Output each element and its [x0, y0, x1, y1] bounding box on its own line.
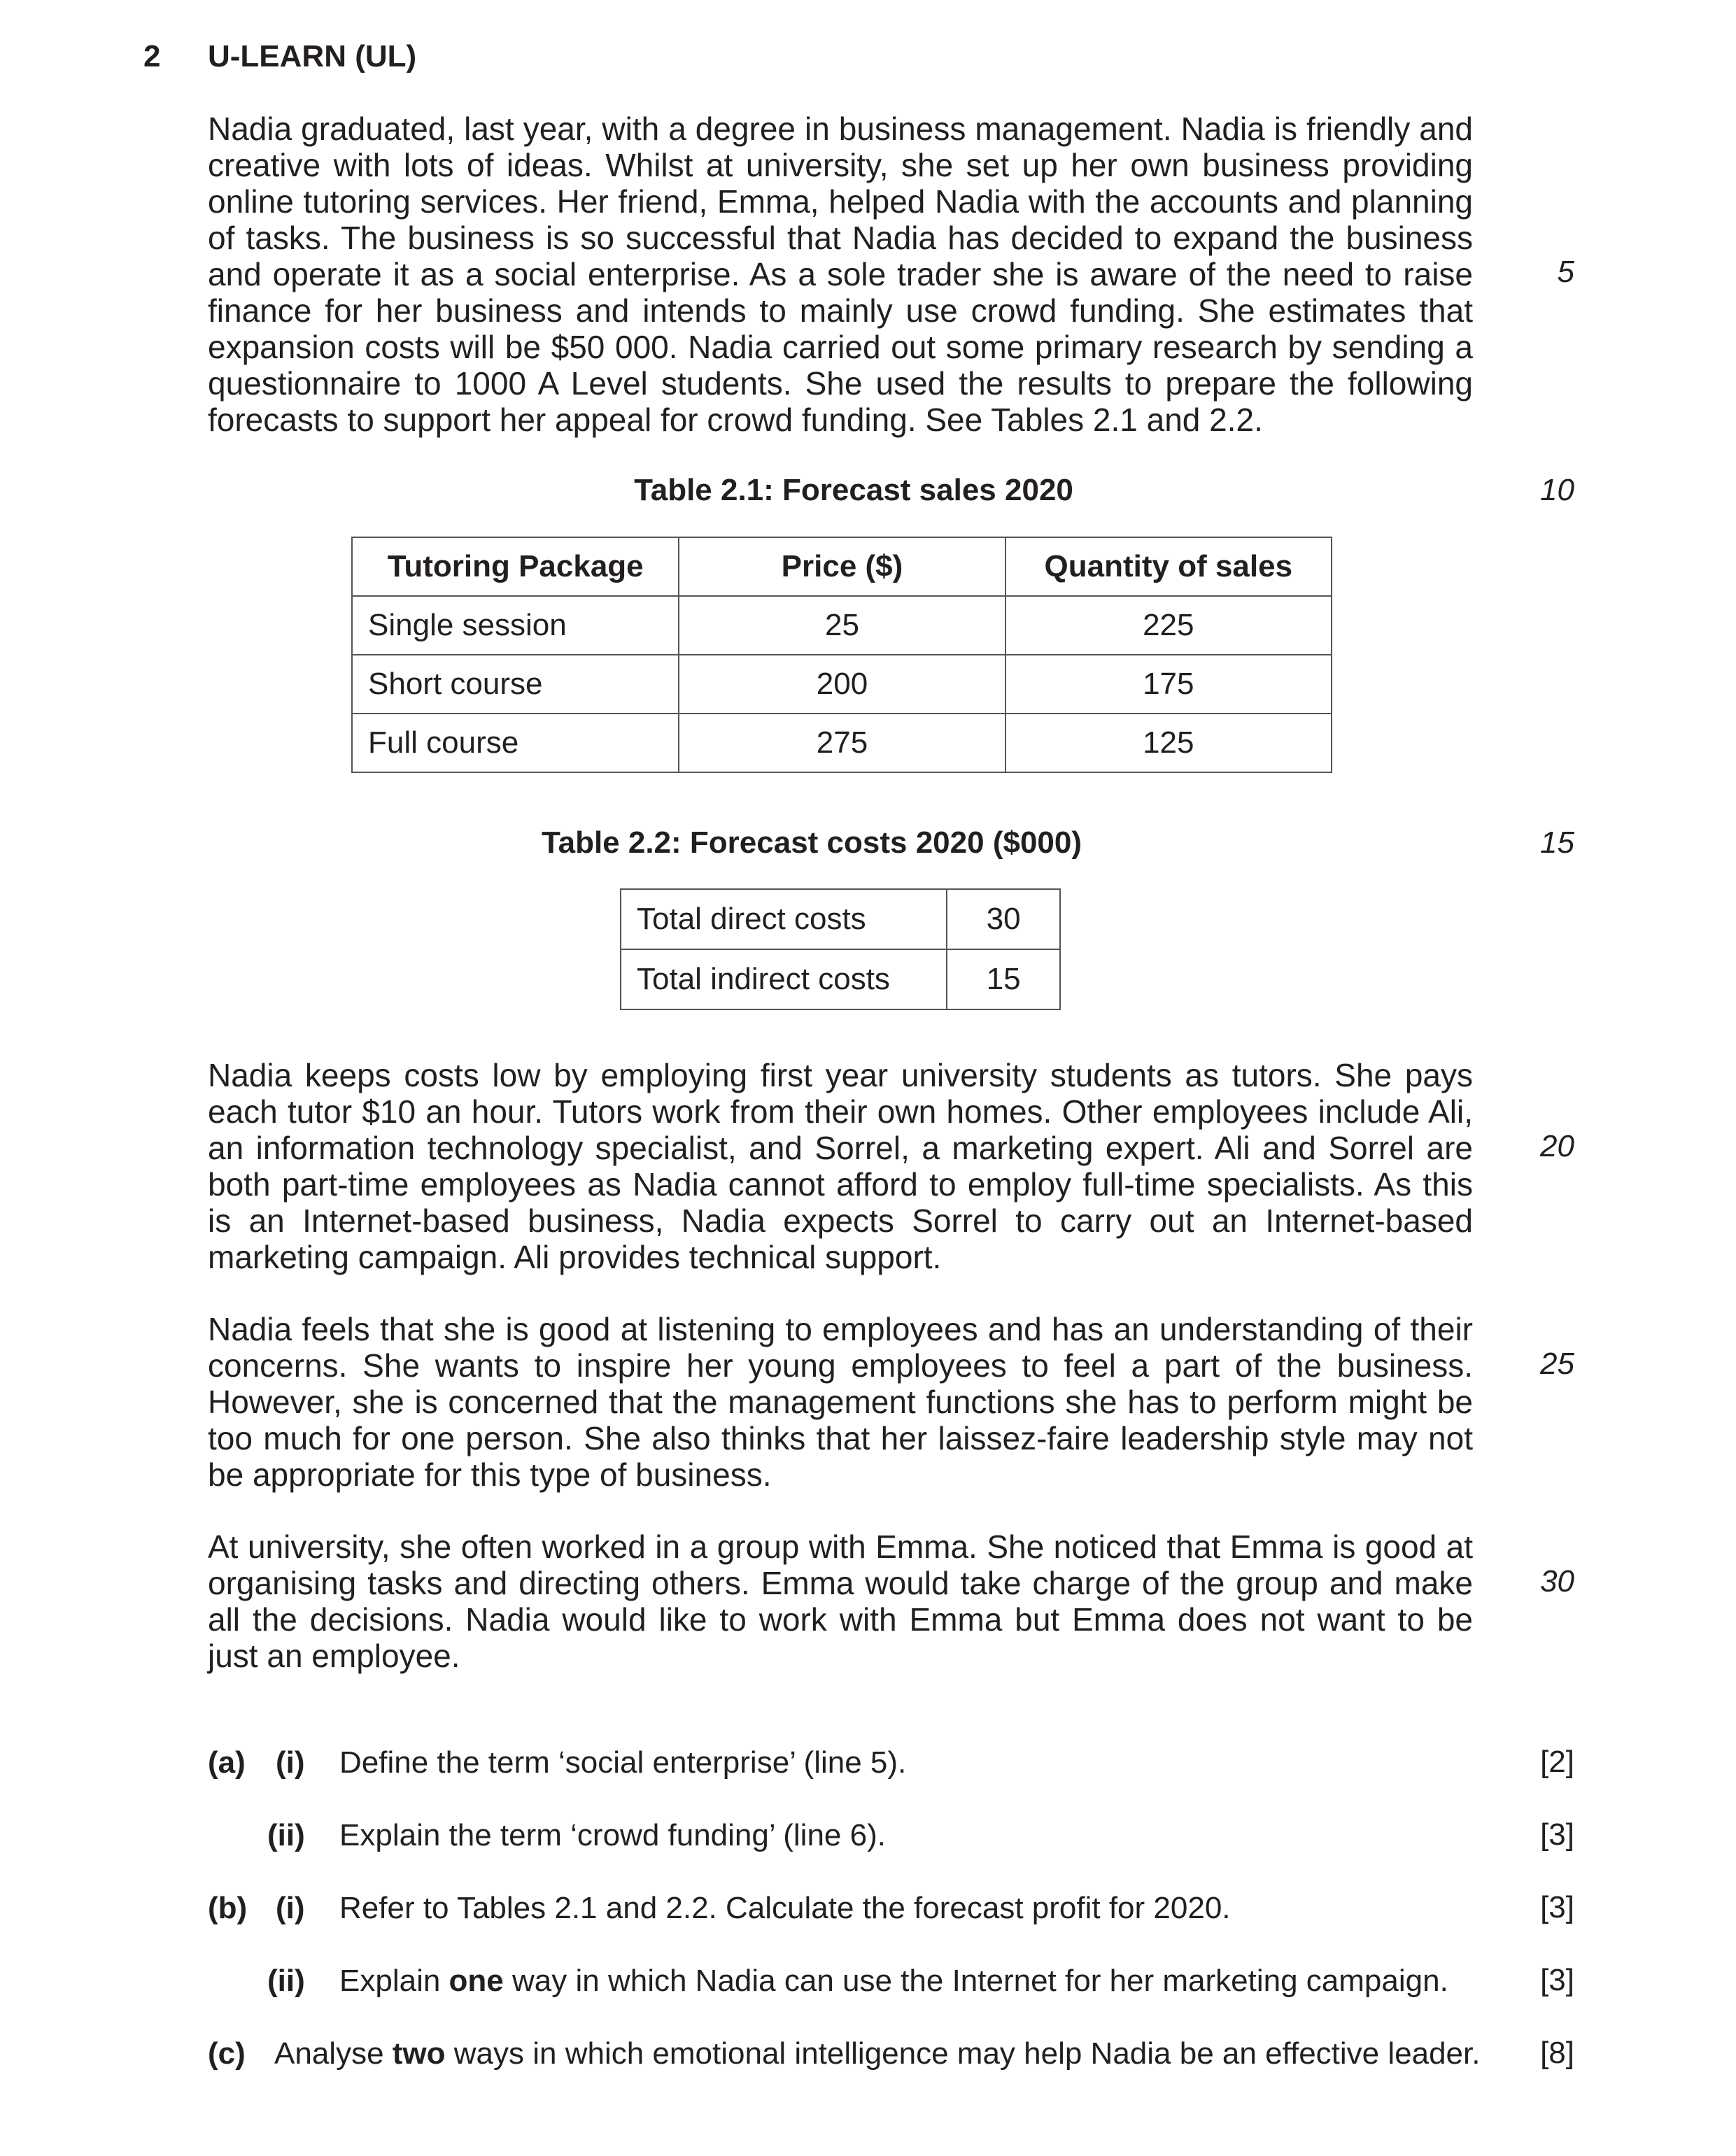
question-a-ii-label: (ii) — [267, 1818, 305, 1852]
question-c-text-post: ways in which emotional intelligence may help Nadia be an effective leader. — [445, 2036, 1481, 2071]
paragraph-1: Nadia graduated, last year, with a degree in business management. Nadia is friendly and creative with lots of ideas. Whilst at university, she set up her own business providing online tutoring services. Her friend, Emma, helped Nadia with the accounts and planning of tasks. The business is so successful that Nadia has decided to expand the business and operate it as a social enterprise. As a sole trader she is aware of the need to raise finance for her business and intends to mainly use crowd funding. She estimates that expansion costs will be $50 000. Nadia carried out some primary research by sending a questionnaire to 1000 A Level students. She used the results to prepare the following forecasts to support her appeal for crowd funding. See Tables 2.1 and 2.2. — [208, 111, 1473, 438]
forecast-costs-table — [620, 888, 1061, 1010]
package-cell: Single session — [352, 596, 679, 655]
question-b-label: (b) — [208, 1891, 248, 1925]
quantity-cell: 125 — [1005, 714, 1332, 772]
question-b-ii-emphasis: one — [449, 1964, 504, 1998]
question-b-i-text: Refer to Tables 2.1 and 2.2. Calculate the forecast profit for 2020. — [339, 1891, 1231, 1925]
forecast-sales-table — [351, 537, 1332, 773]
question-title: U-LEARN (UL) — [208, 39, 417, 73]
question-a-i-label: (i) — [276, 1745, 305, 1780]
price-cell: 275 — [679, 714, 1005, 772]
cost-value-cell: 15 — [947, 949, 1060, 1009]
table-2-2-caption: Table 2.2: Forecast costs 2020 ($000) — [541, 825, 1082, 860]
table-row — [621, 949, 1060, 1009]
question-b-ii-label: (ii) — [267, 1964, 305, 1998]
table-header-row — [352, 537, 1332, 596]
paragraph-4: At university, she often worked in a group with Emma. She noticed that Emma is good at organising tasks and directing others. Emma would take charge of the group and make all the decisions. Nadia would like to work with Emma but Emma does not want to be just an employee. — [208, 1529, 1473, 1674]
question-a-ii-marks: [3] — [1540, 1817, 1574, 1852]
question-c-emphasis: two — [392, 2036, 446, 2071]
header-tutoring-package: Tutoring Package — [352, 537, 679, 596]
question-b-ii-text-post: way in which Nadia can use the Internet for her marketing campaign. — [503, 1964, 1448, 1998]
package-cell: Short course — [352, 655, 679, 714]
line-number-20: 20 — [1540, 1129, 1574, 1163]
question-c-label: (c) — [208, 2036, 246, 2071]
question-b-i-label: (i) — [276, 1891, 305, 1925]
package-cell: Full course — [352, 714, 679, 772]
question-b-ii-text — [339, 1963, 1448, 1999]
line-number-30: 30 — [1540, 1564, 1574, 1598]
table-row — [621, 889, 1060, 949]
line-number-10: 10 — [1540, 473, 1574, 507]
header-price: Price ($) — [679, 537, 1005, 596]
cost-value-cell: 30 — [947, 889, 1060, 949]
cost-label-cell: Total indirect costs — [621, 949, 947, 1009]
quantity-cell: 225 — [1005, 596, 1332, 655]
question-c-text — [274, 2036, 1480, 2072]
table-row — [352, 596, 1332, 655]
question-a-i-text: Define the term ‘social enterprise’ (line 5). — [339, 1745, 907, 1780]
question-a-ii-text: Explain the term ‘crowd funding’ (line 6). — [339, 1818, 886, 1852]
table-row — [352, 655, 1332, 714]
line-number-25: 25 — [1540, 1347, 1574, 1381]
question-b-i-marks: [3] — [1540, 1890, 1574, 1924]
paragraph-2: Nadia keeps costs low by employing first year university students as tutors. She pays each tutor $10 an hour. Tutors work from their own homes. Other employees include Ali, an information technology specialist, and Sorrel, a marketing expert. Ali and Sorrel are both part-time employees as Nadia cannot afford to employ full-time specialists. As this is an Internet-based business, Nadia expects Sorrel to carry out an Internet-based marketing campaign. Ali provides technical support. — [208, 1057, 1473, 1275]
price-cell: 25 — [679, 596, 1005, 655]
question-a-i-marks: [2] — [1540, 1745, 1574, 1779]
line-number-5: 5 — [1557, 255, 1574, 289]
question-b-ii-text-pre: Explain — [339, 1964, 449, 1998]
table-2-1-caption: Table 2.1: Forecast sales 2020 — [634, 473, 1073, 507]
header-quantity: Quantity of sales — [1005, 537, 1332, 596]
question-c-text-pre: Analyse — [274, 2036, 393, 2071]
line-number-15: 15 — [1540, 825, 1574, 860]
question-a-label: (a) — [208, 1745, 246, 1780]
paragraph-3: Nadia feels that she is good at listening to employees and has an understanding of their concerns. She wants to inspire her young employees to feel a part of the business. However, she is concerned that the management functions she has to perform might be too much for one person. She also thinks that her laissez-faire leadership style may not be appropriate for this type of business. — [208, 1311, 1473, 1493]
question-c-marks: [8] — [1540, 2036, 1574, 2070]
table-row — [352, 714, 1332, 772]
question-number: 2 — [143, 39, 161, 73]
price-cell: 200 — [679, 655, 1005, 714]
question-b-ii-marks: [3] — [1540, 1963, 1574, 1997]
quantity-cell: 175 — [1005, 655, 1332, 714]
cost-label-cell: Total direct costs — [621, 889, 947, 949]
